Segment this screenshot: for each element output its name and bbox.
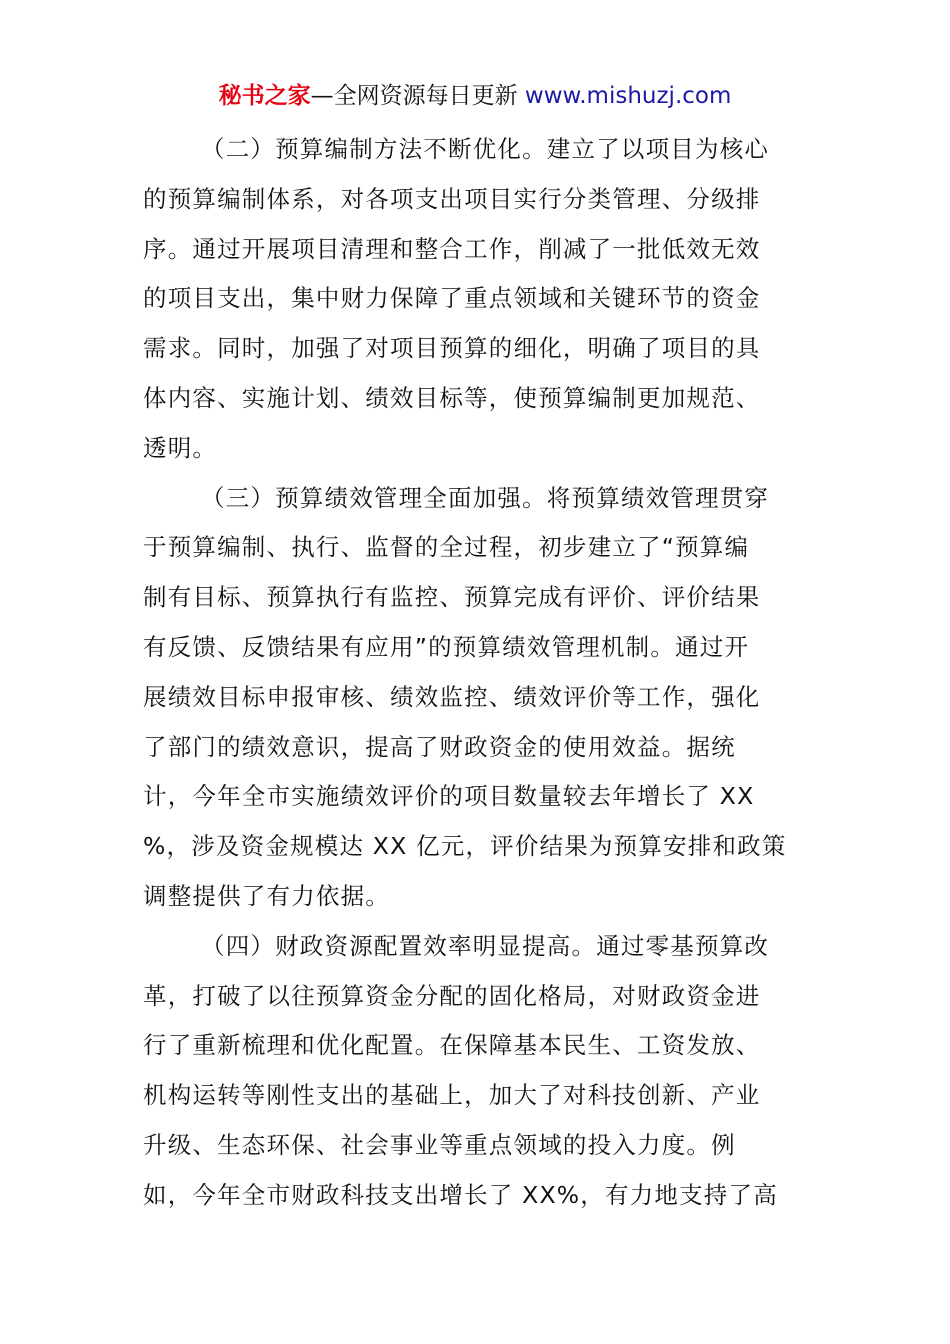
text-line: 制有目标、预算执行有监控、预算完成有评价、评价结果 — [143, 583, 761, 612]
site-header — [0, 80, 950, 112]
document-body — [143, 125, 807, 1221]
paragraph-budget-method — [143, 125, 807, 474]
paragraph-performance-management — [143, 474, 807, 922]
text-line: 调整提供了有力依据。 — [143, 881, 390, 910]
text-line: （四）财政资源配置效率明显提高。通过零基预算改 — [201, 931, 770, 960]
text-line: 升级、生态环保、社会事业等重点领域的投入力度。例 — [143, 1130, 736, 1159]
text-line: 了部门的绩效意识，提高了财政资金的使用效益。据统 — [143, 732, 736, 761]
site-brand: 秘书之家 — [218, 83, 311, 109]
text-line: 于预算编制、执行、监督的全过程，初步建立了“预算编 — [143, 533, 750, 562]
text-line: 如，今年全市财政科技支出增长了 XX%，有力地支持了高 — [143, 1180, 778, 1209]
site-url-link[interactable]: www.mishuzj.com — [524, 83, 732, 109]
paragraph-resource-allocation — [143, 922, 807, 1221]
text-line: 有反馈、反馈结果有应用”的预算绩效管理机制。通过开 — [143, 632, 750, 661]
text-line: 需求。同时，加强了对项目预算的细化，明确了项目的具 — [143, 334, 761, 363]
text-line: （三）预算绩效管理全面加强。将预算绩效管理贯穿 — [201, 483, 770, 512]
site-tagline: —全网资源每日更新 — [310, 83, 525, 109]
text-line: 的项目支出，集中财力保障了重点领域和关键环节的资金 — [143, 284, 761, 313]
text-line: （二）预算编制方法不断优化。建立了以项目为核心 — [201, 135, 770, 163]
text-line: 透明。 — [143, 433, 218, 462]
text-line: 的预算编制体系，对各项支出项目实行分类管理、分级排 — [143, 184, 761, 213]
text-line: %，涉及资金规模达 XX 亿元，评价结果为预算安排和政策 — [143, 832, 787, 861]
text-line: 机构运转等刚性支出的基础上，加大了对科技创新、产业 — [143, 1081, 761, 1110]
text-line: 序。通过开展项目清理和整合工作，削减了一批低效无效 — [143, 234, 761, 263]
text-line: 体内容、实施计划、绩效目标等，使预算编制更加规范、 — [143, 383, 761, 412]
text-line: 革，打破了以往预算资金分配的固化格局，对财政资金进 — [143, 981, 761, 1010]
text-line: 计，今年全市实施绩效评价的项目数量较去年增长了 XX — [143, 782, 755, 811]
text-line: 展绩效目标申报审核、绩效监控、绩效评价等工作，强化 — [143, 682, 761, 711]
text-line: 行了重新梳理和优化配置。在保障基本民生、工资发放、 — [143, 1031, 761, 1060]
